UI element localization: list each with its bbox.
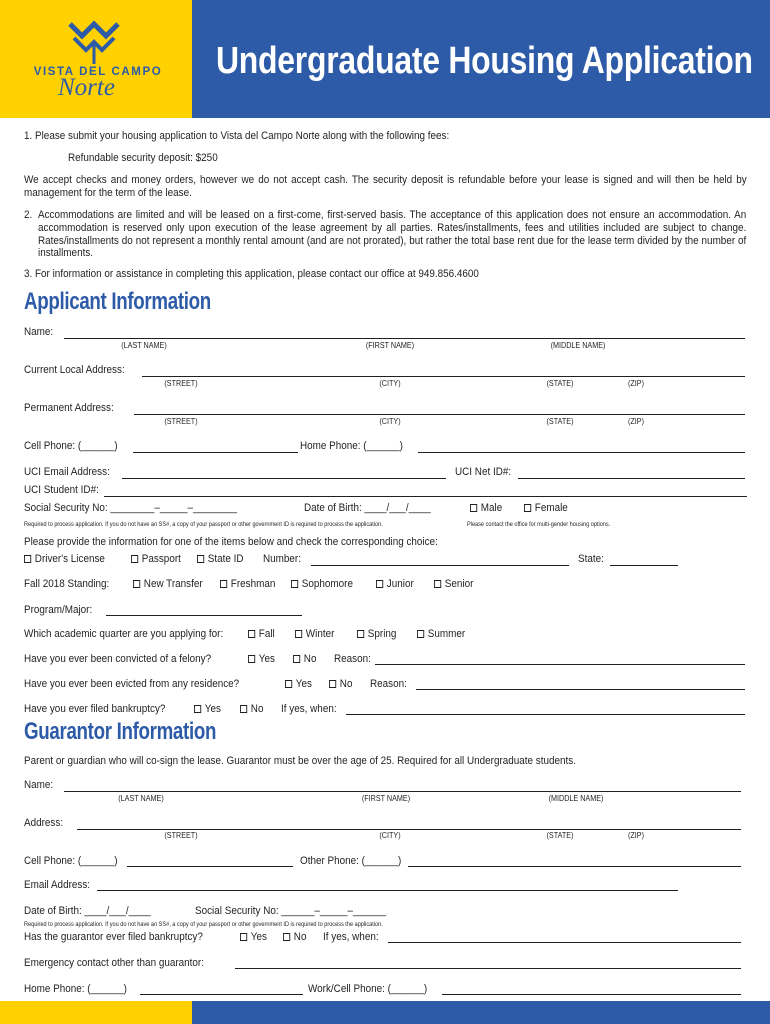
applicant-name-field[interactable]: [64, 338, 745, 339]
guarantor-email-field[interactable]: [97, 890, 678, 891]
summer-checkbox[interactable]: [417, 628, 465, 641]
summer-label: Summer: [427, 628, 466, 640]
guarantor-middle-name-caption: (MIDDLE NAME): [548, 794, 604, 803]
guarantor-address-label: Address:: [24, 817, 64, 829]
footer-yellow-bar: [0, 1001, 192, 1024]
evicted-reason-field[interactable]: [416, 689, 745, 690]
permanent-address-label: Permanent Address:: [24, 402, 114, 414]
senior-checkbox[interactable]: [434, 578, 473, 591]
drivers-license-checkbox[interactable]: [24, 553, 105, 566]
checkbox-icon: [240, 705, 247, 713]
logo-text: VISTA DEL CAMPO: [33, 66, 163, 78]
winter-checkbox[interactable]: [295, 628, 334, 641]
guarantor-city-caption: (CITY): [379, 831, 401, 840]
checkbox-icon: [434, 580, 441, 588]
home-phone-field[interactable]: [418, 452, 745, 453]
guarantor-work-phone-label: Work/Cell Phone: (______): [308, 983, 428, 995]
checkbox-icon: [470, 504, 477, 512]
local-street-caption: (STREET): [164, 379, 198, 388]
footer-blue-bar: [192, 1001, 770, 1024]
id-prompt: Please provide the information for one of the items below and check the corresponding choice:: [24, 536, 438, 548]
page-title: Undergraduate Housing Application: [216, 40, 753, 82]
cell-phone-field[interactable]: [133, 452, 298, 453]
local-address-label: Current Local Address:: [24, 364, 125, 376]
applicant-ssn-field[interactable]: Social Security No: ________–_____–________: [24, 502, 238, 514]
yes-label: Yes: [258, 653, 275, 665]
gender-note: Please contact the office for multi-gender housing options.: [467, 521, 611, 528]
male-checkbox[interactable]: [470, 502, 502, 515]
local-city-caption: (CITY): [379, 379, 401, 388]
local-zip-caption: (ZIP): [627, 379, 645, 388]
checkbox-icon: [240, 933, 247, 941]
checkbox-icon: [295, 630, 302, 638]
last-name-caption: (LAST NAME): [121, 341, 167, 350]
bankruptcy-when-label: If yes, when:: [281, 703, 337, 715]
female-checkbox[interactable]: [524, 502, 568, 515]
checkbox-icon: [291, 580, 298, 588]
checkbox-icon: [248, 630, 255, 638]
intro-item-3: 3. For information or assistance in completing this application, please contact our office at 949.856.4600: [24, 268, 479, 280]
guarantor-name-field[interactable]: [64, 791, 741, 792]
uci-student-id-field[interactable]: [104, 496, 747, 497]
checkbox-icon: [248, 655, 255, 663]
guarantor-last-name-caption: (LAST NAME): [118, 794, 164, 803]
checkbox-icon: [194, 705, 201, 713]
senior-label: Senior: [444, 578, 474, 590]
new-transfer-label: New Transfer: [143, 578, 203, 590]
freshman-checkbox[interactable]: [220, 578, 275, 591]
standing-label: Fall 2018 Standing:: [24, 578, 110, 590]
guarantor-email-label: Email Address:: [24, 879, 91, 891]
checkbox-icon: [524, 504, 531, 512]
guarantor-bankruptcy-no-checkbox[interactable]: [283, 931, 306, 944]
female-label: Female: [534, 502, 568, 514]
guarantor-home-phone-field[interactable]: [140, 994, 303, 995]
guarantor-bankruptcy-when-label: If yes, when:: [323, 931, 379, 943]
checkbox-icon: [285, 680, 292, 688]
uci-net-id-label: UCI Net ID#:: [455, 466, 512, 478]
passport-checkbox[interactable]: [131, 553, 181, 566]
spring-checkbox[interactable]: [357, 628, 396, 641]
security-deposit-fee: Refundable security deposit: $250: [68, 152, 218, 164]
checkbox-icon: [293, 655, 300, 663]
home-phone-label: Home Phone: (______): [300, 440, 403, 452]
logo-icon: [66, 20, 122, 66]
id-number-field[interactable]: [311, 565, 569, 566]
sophomore-label: Sophomore: [301, 578, 353, 590]
local-state-caption: (STATE): [546, 379, 574, 388]
felony-no-checkbox[interactable]: [293, 653, 316, 666]
first-name-caption: (FIRST NAME): [365, 341, 415, 350]
passport-label: Passport: [141, 553, 181, 565]
bankruptcy-yes-checkbox[interactable]: [194, 703, 221, 716]
sophomore-checkbox[interactable]: [291, 578, 353, 591]
guarantor-address-field[interactable]: [77, 829, 741, 830]
no-label: No: [303, 653, 317, 665]
emergency-contact-label: Emergency contact other than guarantor:: [24, 957, 204, 969]
guarantor-section-heading: Guarantor Information: [24, 718, 217, 745]
uci-email-field[interactable]: [122, 478, 446, 479]
winter-label: Winter: [305, 628, 335, 640]
junior-label: Junior: [386, 578, 414, 590]
junior-checkbox[interactable]: [376, 578, 414, 591]
fall-label: Fall: [258, 628, 275, 640]
guarantor-home-phone-label: Home Phone: (______): [24, 983, 127, 995]
felony-reason-label: Reason:: [334, 653, 371, 665]
id-number-label: Number:: [263, 553, 301, 565]
guarantor-state-caption: (STATE): [546, 831, 574, 840]
guarantor-cell-phone-label: Cell Phone: (______): [24, 855, 118, 867]
guarantor-bankruptcy-question: Has the guarantor ever filed bankruptcy?: [24, 931, 203, 943]
intro-item-1: 1. Please submit your housing application to Vista del Campo Norte along with the following fees:: [24, 130, 450, 142]
guarantor-ssn-note: Required to process application. If you do not have an SS#, a copy of your passport or other government ID is required to process the application.: [24, 921, 383, 928]
checkbox-icon: [417, 630, 424, 638]
yes-label: Yes: [250, 931, 267, 943]
cell-phone-label: Cell Phone: (______): [24, 440, 118, 452]
new-transfer-checkbox[interactable]: [133, 578, 203, 591]
yes-label: Yes: [204, 703, 221, 715]
id-state-label: State:: [578, 553, 604, 565]
state-id-checkbox[interactable]: [197, 553, 244, 566]
no-label: No: [250, 703, 264, 715]
permanent-zip-caption: (ZIP): [627, 417, 645, 426]
guarantor-intro: Parent or guardian who will co-sign the lease. Guarantor must be over the age of 25. Required for all Undergraduate students.: [24, 755, 576, 767]
checkbox-icon: [220, 580, 227, 588]
permanent-city-caption: (CITY): [379, 417, 401, 426]
guarantor-name-label: Name:: [24, 779, 54, 791]
program-major-label: Program/Major:: [24, 604, 93, 616]
applicant-ssn-note: Required to process application. If you do not have an SS#, a copy of your passport or other government ID is required to process the application.: [24, 521, 383, 528]
no-label: No: [293, 931, 307, 943]
felony-question: Have you ever been convicted of a felony?: [24, 653, 212, 665]
permanent-street-caption: (STREET): [164, 417, 198, 426]
guarantor-work-phone-field[interactable]: [442, 994, 741, 995]
emergency-contact-field[interactable]: [235, 968, 741, 969]
evicted-no-checkbox[interactable]: [329, 678, 352, 691]
checkbox-icon: [133, 580, 140, 588]
id-state-field[interactable]: [610, 565, 678, 566]
bankruptcy-no-checkbox[interactable]: [240, 703, 263, 716]
state-id-label: State ID: [207, 553, 244, 565]
applicant-name-label: Name:: [24, 326, 54, 338]
guarantor-zip-caption: (ZIP): [627, 831, 645, 840]
applicant-dob-field[interactable]: Date of Birth: ____/___/____: [304, 502, 431, 514]
evicted-question: Have you ever been evicted from any residence?: [24, 678, 240, 690]
spring-label: Spring: [367, 628, 397, 640]
payment-note: We accept checks and money orders, however we do not accept cash. The security deposit is refundable before your lease is signed and will then be held by management for the term of the lease.: [24, 174, 747, 199]
felony-reason-field[interactable]: [375, 664, 745, 665]
guarantor-cell-phone-field[interactable]: [127, 866, 293, 867]
uci-email-label: UCI Email Address:: [24, 466, 110, 478]
no-label: No: [339, 678, 353, 690]
guarantor-street-caption: (STREET): [164, 831, 198, 840]
drivers-license-label: Driver's License: [34, 553, 105, 565]
checkbox-icon: [131, 555, 138, 563]
yes-label: Yes: [295, 678, 312, 690]
bankruptcy-when-field[interactable]: [346, 714, 745, 715]
uci-student-id-label: UCI Student ID#:: [24, 484, 99, 496]
checkbox-icon: [329, 680, 336, 688]
checkbox-icon: [24, 555, 31, 563]
checkbox-icon: [376, 580, 383, 588]
fall-checkbox[interactable]: [248, 628, 275, 641]
local-address-field[interactable]: [142, 376, 745, 377]
evicted-reason-label: Reason:: [370, 678, 407, 690]
checkbox-icon: [283, 933, 290, 941]
guarantor-first-name-caption: (FIRST NAME): [361, 794, 411, 803]
permanent-address-field[interactable]: [134, 414, 745, 415]
male-label: Male: [480, 502, 503, 514]
applicant-section-heading: Applicant Information: [24, 288, 211, 315]
freshman-label: Freshman: [230, 578, 276, 590]
intro-item-2-number: 2.: [24, 209, 33, 221]
checkbox-icon: [357, 630, 364, 638]
middle-name-caption: (MIDDLE NAME): [550, 341, 606, 350]
felony-yes-checkbox[interactable]: [248, 653, 275, 666]
quarter-label: Which academic quarter are you applying for:: [24, 628, 224, 640]
guarantor-other-phone-field[interactable]: [408, 866, 741, 867]
evicted-yes-checkbox[interactable]: [285, 678, 312, 691]
uci-net-id-field[interactable]: [518, 478, 745, 479]
permanent-state-caption: (STATE): [546, 417, 574, 426]
logo-subtext: Norte: [58, 74, 115, 101]
guarantor-other-phone-label: Other Phone: (______): [300, 855, 402, 867]
guarantor-ssn-field[interactable]: Social Security No: ______–_____–______: [195, 905, 386, 917]
guarantor-bankruptcy-yes-checkbox[interactable]: [240, 931, 267, 944]
guarantor-dob-field[interactable]: Date of Birth: ____/___/____: [24, 905, 151, 917]
intro-item-2: Accommodations are limited and will be leased on a first-come, first-served basis. The acceptance of this application does not ensure an accommodation. An accommodation is reserved only upon execution of the lease agreement by all parties. Rates/installments, fees and utilities included are subject to change. Rates/installments do not represent a monthly rental amount (and are not prorated), but rather the total base rent due for the lease term divided by the number of installments.: [38, 209, 747, 260]
checkbox-icon: [197, 555, 204, 563]
program-major-field[interactable]: [106, 615, 302, 616]
guarantor-bankruptcy-when-field[interactable]: [388, 942, 741, 943]
bankruptcy-question: Have you ever filed bankruptcy?: [24, 703, 166, 715]
